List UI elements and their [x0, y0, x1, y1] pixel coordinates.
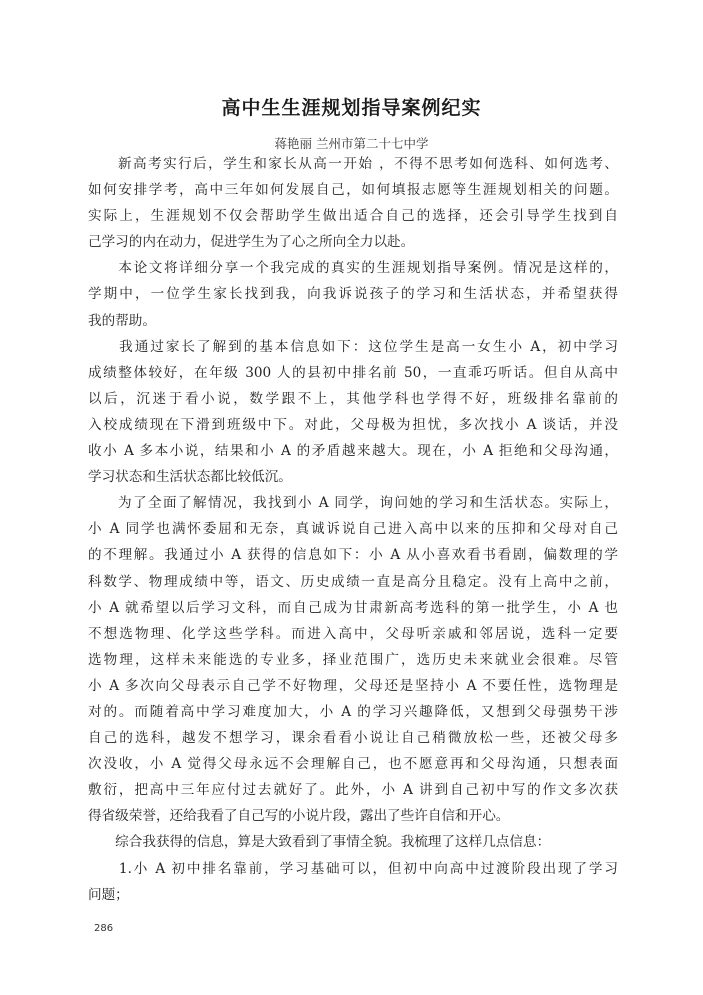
- text-line: 综合我获得的信息，算是大致看到了事情全貌。我梳理了这样几点信息：: [88, 834, 551, 851]
- body-text: [88, 151, 618, 908]
- text-line: 本论文将详细分享一个我完成的真实的生涯规划指导案例。情况是这样的，: [88, 260, 618, 277]
- text-line: 次没收，小 A 觉得父母永远不会理解自己，也不愿意再和父母沟通，只想表面: [88, 756, 618, 773]
- document-title: 高中生生涯规划指导案例纪实: [221, 97, 482, 119]
- text-line: 实际上，生涯规划不仅会帮助学生做出适合自己的选择，还会引导学生找到自: [88, 208, 618, 225]
- text-line: 科数学、物理成绩中等，语文、历史成绩一直是高分且稳定。没有上高中之前，: [88, 573, 618, 590]
- text-line: 学期中，一位学生家长找到我，向我诉说孩子的学习和生活状态，并希望获得: [88, 286, 618, 303]
- text-line: 不想选物理、化学这些学科。而进入高中，父母听亲戚和邻居说，选科一定要: [88, 625, 618, 642]
- author-line: 蒋艳丽 兰州市第二十七中学: [274, 136, 429, 151]
- text-line: 敷衍，把高中三年应付过去就好了。此外，小 A 讲到自己初中写的作文多次获: [88, 782, 618, 799]
- text-line: 己学习的内在动力，促进学生为了心之所向全力以赴。: [88, 234, 415, 251]
- text-line: 我通过家长了解到的基本信息如下：这位学生是高一女生小 A，初中学习: [88, 338, 618, 355]
- text-line: 得省级荣誉，还给我看了自己写的小说片段，露出了些许自信和开心。: [88, 808, 510, 825]
- text-line: 选物理，这样未来能选的专业多，择业范围广，选历史未来就业会很难。尽管: [88, 651, 618, 668]
- text-line: 入校成绩现在下滑到班级中下。对此，父母极为担忧，多次找小 A 谈话，并没: [88, 416, 618, 433]
- text-line: 学习状态和生活状态都比较低沉。: [88, 469, 292, 486]
- text-line: 小 A 多次向父母表示自己学不好物理，父母还是坚持小 A 不要任性，选物理是: [88, 677, 618, 694]
- page-number: 286: [94, 923, 114, 934]
- text-line: 问题；: [88, 886, 129, 903]
- text-line: 收小 A 多本小说，结果和小 A 的矛盾越来越大。现在，小 A 拒绝和父母沟通，: [88, 443, 618, 460]
- text-line: 以后，沉迷于看小说，数学跟不上，其他学科也学得不好，班级排名靠前的: [88, 390, 618, 407]
- text-line: 我的帮助。: [88, 312, 156, 329]
- text-line: 小 A 就希望以后学习文科，而自己成为甘肃新高考选科的第一批学生，小 A 也: [88, 599, 618, 616]
- text-line: 的不理解。我通过小 A 获得的信息如下：小 A 从小喜欢看书看剧，偏数理的学: [88, 547, 618, 564]
- text-line: 新高考实行后，学生和家长从高一开始 ，不得不思考如何选科、如何选考、: [88, 156, 618, 172]
- text-line: 如何安排学考，高中三年如何发展自己，如何填报志愿等生涯规划相关的问题。: [88, 182, 618, 199]
- text-line: 1.小 A 初中排名靠前，学习基础可以，但初中向高中过渡阶段出现了学习: [88, 860, 618, 877]
- text-line: 小 A 同学也满怀委屈和无奈，真诚诉说自己进入高中以来的压抑和父母对自己: [88, 521, 618, 538]
- text-line: 成绩整体较好，在年级 300 人的县初中排名前 50，一直乖巧听话。但自从高中: [88, 364, 618, 381]
- text-line: 为了全面了解情况，我找到小 A 同学，询问她的学习和生活状态。实际上，: [88, 495, 618, 512]
- text-line: 对的。而随着高中学习难度加大，小 A 的学习兴趣降低，又想到父母强势干涉: [88, 703, 618, 720]
- text-line: 自己的选科，越发不想学习，课余看看小说让自己稍微放松一些，还被父母多: [88, 730, 618, 747]
